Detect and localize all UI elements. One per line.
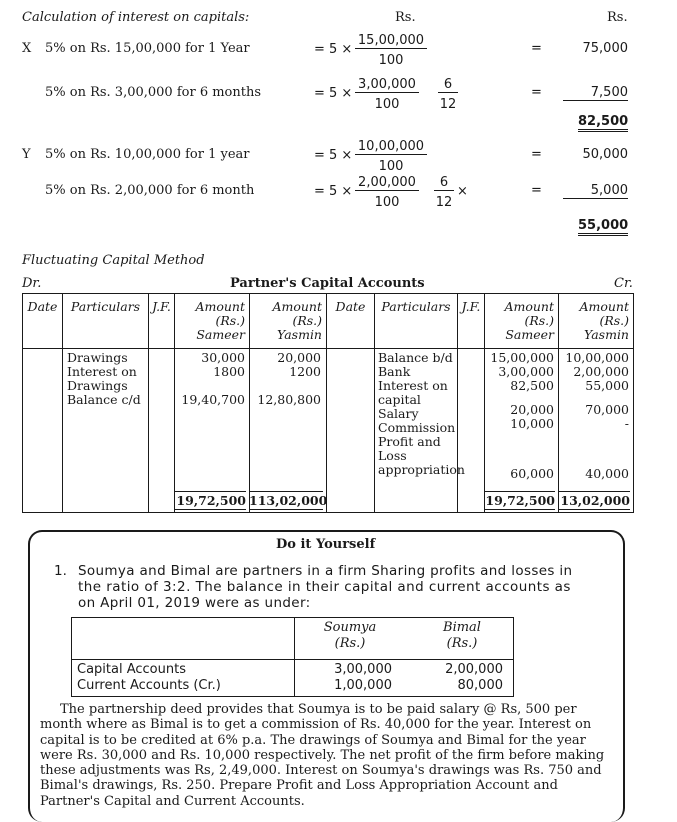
rs-header-1: Rs. — [395, 10, 416, 25]
fraction-numerator: 2,00,000 — [355, 175, 419, 191]
question-paragraph: The partnership deed provides that Soumya is to be paid salary @ Rs, 500 per month where as Bimal is to get a commission of Rs. 40,000 for the year. Interest on capital is to be credited at 6% p.a. The drawings of Soumya and Bimal for the year were Rs. 30,000 and Rs. 10,000 respectively. The net profit of the firm before making these adjustments was Rs, 2,49,000. Interest on Soumya's drawings was Rs. 750 and Bimal's drawings, Rs. 250. Prepare Profit and Loss Appropriation Account and Partner's Capital and Current Accounts. — [40, 702, 605, 809]
left-yasmin-amounts: 20,000 1200 12,80,800 — [257, 350, 321, 407]
calc-label: 5% on Rs. 15,00,000 for 1 Year — [45, 41, 250, 56]
col-rs: (Rs.) — [334, 636, 366, 651]
header-particulars: Particulars — [381, 299, 451, 314]
ledger-title: Partner's Capital Accounts — [230, 276, 425, 291]
calc-amount: 7,500 — [563, 85, 628, 101]
calc-amount: 5,000 — [563, 183, 628, 199]
question-line: Soumya and Bimal are partners in a firm Sharing profits and losses in — [78, 563, 573, 579]
fraction-denominator: 100 — [374, 97, 400, 112]
row-value: 2,00,000 — [445, 662, 503, 677]
total-x: 82,500 — [578, 114, 628, 132]
calc-label: 5% on Rs. 3,00,000 for 6 months — [45, 85, 262, 100]
col-rs: (Rs.) — [446, 636, 478, 651]
equals-sign: = — [531, 183, 542, 198]
calc-amount: 75,000 — [582, 41, 628, 56]
row-value: 80,000 — [457, 678, 503, 693]
diy-heading: Do it Yourself — [276, 537, 376, 552]
fraction-numerator: 10,00,000 — [355, 139, 427, 155]
fraction-denominator: 12 — [435, 195, 453, 210]
times-sign: × — [457, 184, 468, 199]
question-line: the ratio of 3:2. The balance in their capital and current accounts as — [78, 579, 571, 595]
row-value: 1,00,000 — [334, 678, 392, 693]
total-y: 55,000 — [578, 218, 628, 236]
cr-label: Cr. — [614, 276, 633, 291]
fraction-denominator: 100 — [374, 195, 400, 210]
calc-amount: 50,000 — [582, 147, 628, 162]
equals-sign: = — [531, 85, 542, 100]
partner-y: Y — [22, 147, 31, 162]
balances-table — [71, 617, 514, 697]
right-particulars: Balance b/d Bank Interest on capital Salary Commission Profit and Loss appropriation — [378, 350, 465, 477]
left-total-yasmin: 113,02,000 — [249, 493, 328, 508]
equals-sign: = — [531, 41, 542, 56]
header-amount: Amount (Rs.) Sameer — [195, 299, 245, 342]
equals-sign: = — [531, 147, 542, 162]
calc-prefix: = 5 × — [314, 42, 353, 57]
header-amount: Amount (Rs.) Yasmin — [579, 299, 629, 342]
fraction-numerator: 3,00,000 — [355, 77, 419, 93]
header-date: Date — [335, 299, 366, 314]
header-particulars: Particulars — [70, 299, 141, 314]
calc-label: 5% on Rs. 10,00,000 for 1 year — [45, 147, 250, 162]
fraction-denominator: 12 — [439, 97, 457, 112]
fraction-numerator: 6 — [438, 77, 458, 93]
fraction-denominator: 100 — [378, 159, 404, 174]
col-soumya: Soumya — [323, 620, 377, 635]
left-sameer-amounts: 30,000 1800 19,40,700 — [181, 350, 245, 407]
col-bimal: Bimal — [443, 620, 481, 635]
row-label: Current Accounts (Cr.) — [77, 678, 221, 693]
section-heading: Fluctuating Capital Method — [22, 253, 205, 268]
fraction-denominator: 100 — [378, 53, 404, 68]
dr-label: Dr. — [22, 276, 42, 291]
right-total-yasmin: 13,02,000 — [558, 491, 630, 510]
right-total-sameer: 19,72,500 — [485, 493, 555, 508]
left-particulars: Drawings Interest on Drawings Balance c/d — [67, 350, 141, 407]
calc-prefix: = 5 × — [314, 148, 353, 163]
header-jf: J.F. — [461, 299, 481, 314]
calc-label: 5% on Rs. 2,00,000 for 6 month — [45, 183, 255, 198]
row-value: 3,00,000 — [334, 662, 392, 677]
header-date: Date — [27, 299, 58, 314]
header-jf: J.F. — [152, 299, 171, 314]
header-amount: Amount (Rs.) Yasmin — [272, 299, 322, 342]
right-yasmin-amounts: 10,00,000 2,00,000 55,000 70,000 - 40,000 — [565, 350, 629, 481]
left-total-sameer: 19,72,500 — [174, 491, 246, 510]
question-number: 1. — [54, 563, 67, 579]
row-label: Capital Accounts — [77, 662, 186, 677]
calc-prefix: = 5 × — [314, 184, 353, 199]
right-sameer-amounts: 15,00,000 3,00,000 82,500 20,000 10,000 60,000 — [490, 350, 554, 481]
capital-accounts-ledger — [22, 293, 634, 513]
calc-title: Calculation of interest on capitals: — [22, 10, 250, 25]
rs-header-2: Rs. — [607, 10, 628, 25]
fraction-numerator: 15,00,000 — [355, 33, 427, 49]
calc-prefix: = 5 × — [314, 86, 353, 101]
header-amount: Amount (Rs.) Sameer — [504, 299, 554, 342]
partner-x: X — [22, 41, 32, 56]
fraction-numerator: 6 — [434, 175, 454, 191]
question-line: on April 01, 2019 were as under: — [78, 595, 311, 611]
